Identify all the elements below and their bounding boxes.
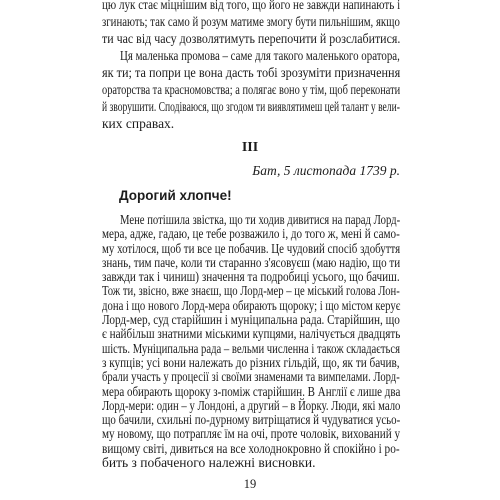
text-line: Мене потішила звістка, що ти ходив дивитися на парад Лорд- — [120, 212, 401, 227]
text-line: ти час від часу дозволятимуть перепочити й розслабитися. — [102, 31, 401, 46]
text-line: Тож ти, звісно, вже знаєш, що Лорд-мер – це міський голова Лон- — [102, 283, 400, 299]
text-line: з купців; усі вони належать до різних гільдій, що, як ти бачив, — [102, 354, 400, 370]
text-line: вищому світі, дивиться на все холоднокровно й спокійно і ро- — [102, 440, 400, 456]
text-line: згинають; так само й розум матиме змогу бути пильнішим, якщо — [102, 14, 400, 29]
text-line: шість. Муніципальна рада – вельми численна і також складається — [102, 340, 400, 356]
text-line: знань, тим паче, коли ти старанно з'ясовуєш (маю надію, що ти — [102, 254, 401, 270]
section-number: III — [241, 140, 259, 155]
salutation: Дорогий хлопче! — [119, 188, 232, 203]
text-line: цю лук стає міцнішим від того, що його не завжди напинають і — [102, 0, 401, 12]
text-line: мера, адже, гадаю, це тебе розважило і, до того ж, мені й само- — [102, 226, 400, 242]
text-line: завжди так і чиниш) значення та подробиці усього, що бачиш. — [102, 269, 400, 285]
text-line: що бачили, схильні по-дурному витріщатися й чудуватися усьо- — [102, 412, 401, 428]
text-line: Лорд-мери: один – у Лондоні, а другий – в Йорку. Люди, які мало — [102, 397, 401, 413]
page-number: 19 — [243, 477, 257, 491]
text-line: ораторства та красномовства; а полягає воно у тім, щоб переконати — [102, 82, 401, 97]
dateline: Бат, 5 листопада 1739 р. — [252, 163, 400, 178]
text-line: Ця маленька промова – саме для такого маленького оратора, — [120, 48, 400, 63]
text-line: як ти; та попри це вона дасть тобі зрозуміти призначення — [102, 65, 401, 80]
text-line: дона і що нового Лорд-мера обирають щороку; і що містом керує — [102, 297, 401, 313]
text-line: й зворушити. Сподіваюся, що згодом ти виявлятимеш цей талант у вели- — [102, 99, 400, 114]
text-line: брали участь у процесії зі своїми знаменами та вимпелами. Лорд- — [102, 369, 400, 385]
text-line: бить з побаченого належні висновки. — [102, 455, 316, 470]
text-line: му хотілося, щоб ти все це побачив. Це чудовий спосіб здобуття — [102, 240, 401, 256]
text-line: му новому, що потрапляє їм на очі, проте чоловік, вихований у — [102, 426, 401, 442]
text-line: ких справах. — [102, 116, 175, 131]
text-line: є найбільш знатними міськими купцями, налічується двадцять — [102, 326, 401, 342]
text-line: мера обирають щороку з-поміж старійшин. В Англії є лише два — [102, 383, 401, 399]
text-line: Лорд-мер, суд старійшин і муніципальна рада. Старійшин, що — [102, 312, 400, 328]
